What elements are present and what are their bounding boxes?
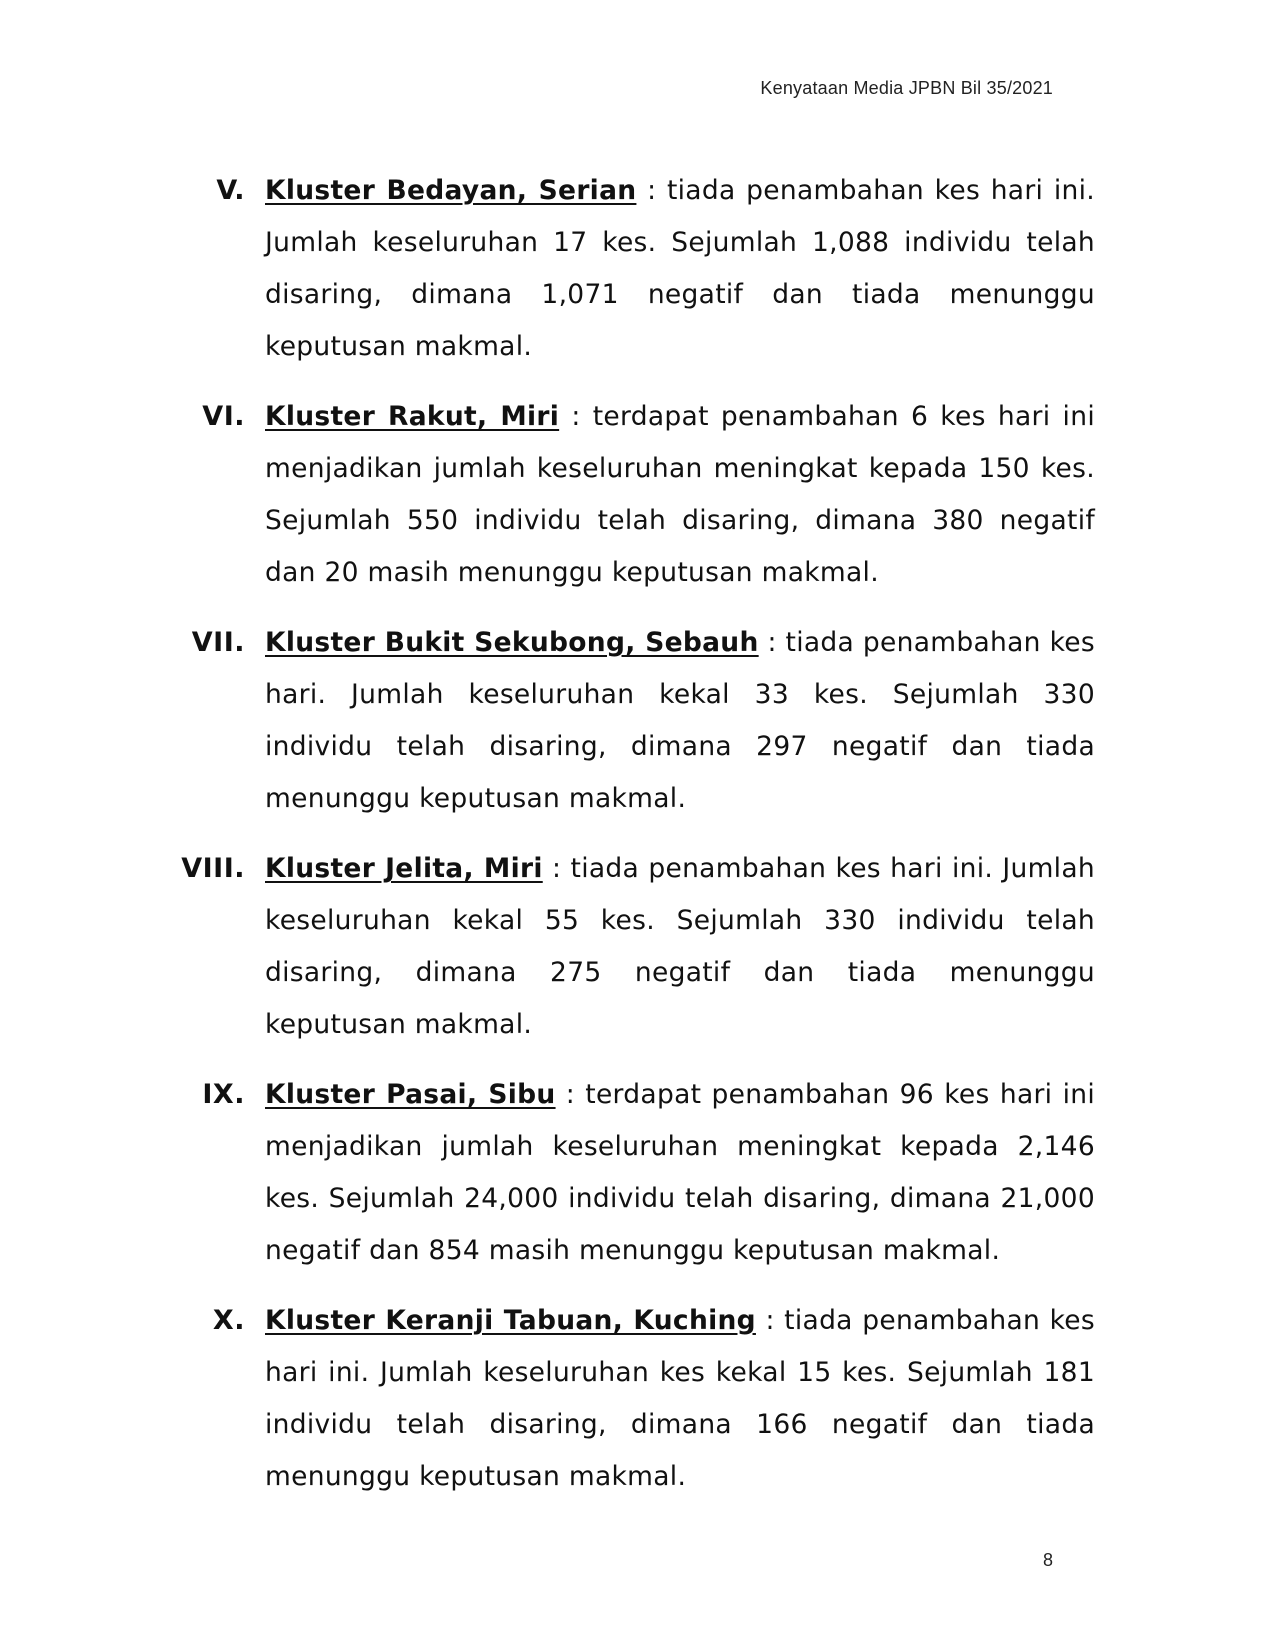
list-item [0, 1295, 1275, 1503]
item-body [265, 617, 1095, 825]
item-body [265, 843, 1095, 1051]
cluster-name: Kluster Rakut, Miri [265, 401, 560, 432]
item-text: : terdapat penambahan 96 kes hari ini menjadikan jumlah keseluruhan meningkat kepada 2,146 kes. Sejumlah 24,000 individu telah disaring, dimana 21,000 negatif dan 854 masih menunggu keputusan makmal. [265, 1079, 1095, 1266]
item-body [265, 1069, 1095, 1277]
item-numeral: VI. [202, 401, 245, 432]
item-text: : tiada penambahan kes hari. Jumlah keseluruhan kekal 33 kes. Sejumlah 330 individu telah disaring, dimana 297 negatif dan tiada menunggu keputusan makmal. [265, 627, 1095, 814]
list-item [0, 165, 1275, 373]
cluster-list [0, 165, 1275, 1521]
page-number: 8 [1042, 1550, 1053, 1570]
item-body [265, 165, 1095, 373]
item-text: : tiada penambahan kes hari ini. Jumlah keseluruhan kekal 55 kes. Sejumlah 330 individu telah disaring, dimana 275 negatif dan tiada menunggu keputusan makmal. [265, 853, 1095, 1040]
cluster-name: Kluster Keranji Tabuan, Kuching [265, 1305, 756, 1336]
item-text: : terdapat penambahan 6 kes hari ini menjadikan jumlah keseluruhan meningkat kepada 150 kes. Sejumlah 550 individu telah disaring, dimana 380 negatif dan 20 masih menunggu keputusan makmal. [265, 401, 1095, 588]
list-item [0, 617, 1275, 825]
page-header-reference: Kenyataan Media JPBN Bil 35/2021 [760, 78, 1053, 98]
list-item [0, 843, 1275, 1051]
list-item [0, 1069, 1275, 1277]
item-numeral: VII. [191, 627, 245, 658]
cluster-name: Kluster Bedayan, Serian [265, 175, 637, 206]
item-numeral: V. [216, 175, 245, 206]
cluster-name: Kluster Pasai, Sibu [265, 1079, 556, 1110]
cluster-name: Kluster Jelita, Miri [265, 853, 543, 884]
item-body [265, 391, 1095, 599]
list-item [0, 391, 1275, 599]
cluster-name: Kluster Bukit Sekubong, Sebauh [265, 627, 759, 658]
item-numeral: IX. [202, 1079, 245, 1110]
item-numeral: X. [212, 1305, 245, 1336]
item-text: : tiada penambahan kes hari ini. Jumlah keseluruhan kes kekal 15 kes. Sejumlah 181 individu telah disaring, dimana 166 negatif dan tiada menunggu keputusan makmal. [265, 1305, 1096, 1492]
item-numeral: VIII. [181, 853, 245, 884]
item-text: : tiada penambahan kes hari ini. Jumlah keseluruhan 17 kes. Sejumlah 1,088 individu telah disaring, dimana 1,071 negatif dan tiada menunggu keputusan makmal. [265, 175, 1095, 362]
item-body [265, 1295, 1095, 1503]
